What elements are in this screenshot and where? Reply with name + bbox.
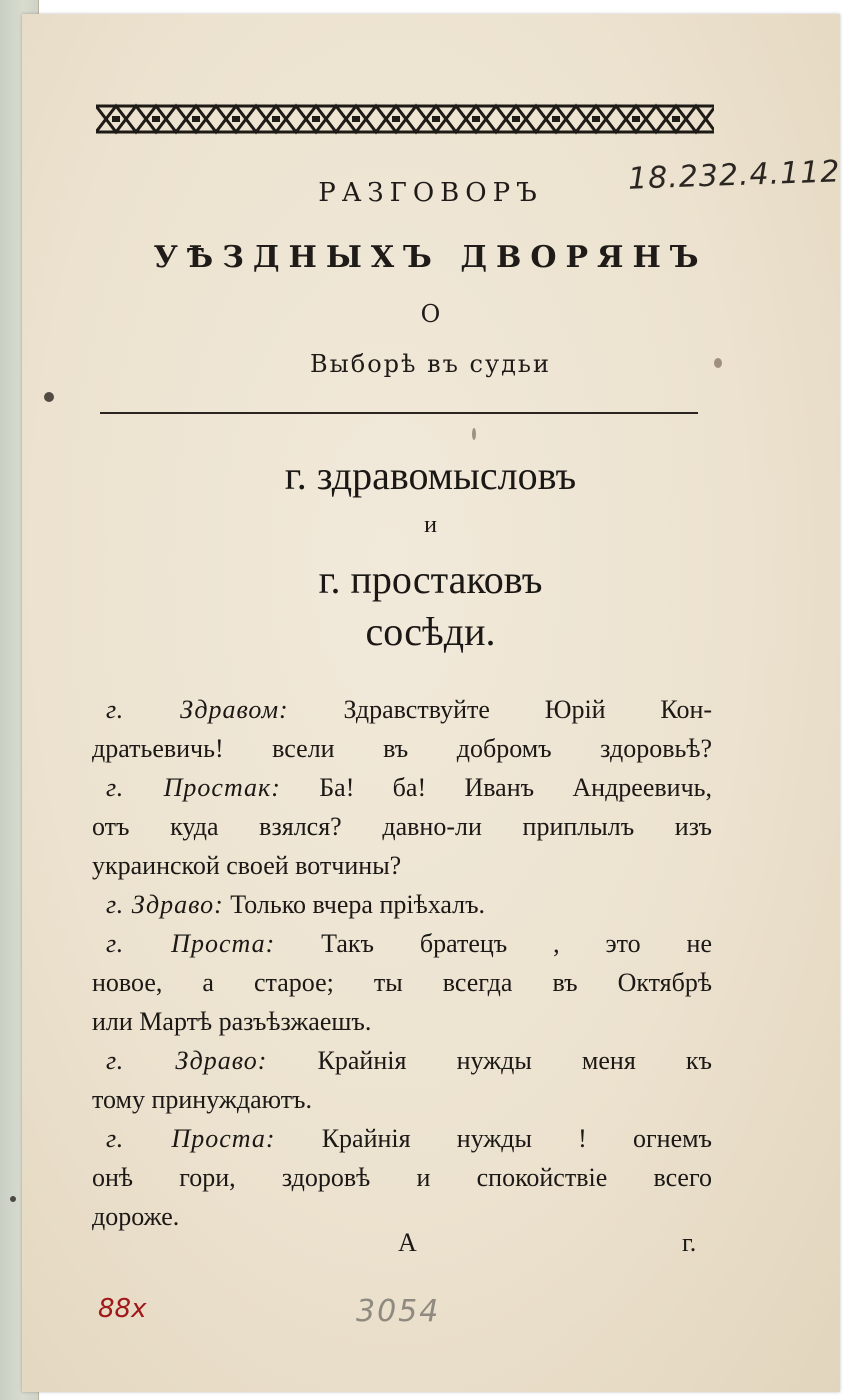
dialogue-line <box>92 1158 712 1197</box>
line-text: новое, а старое; ты всегда въ Октябрѣ <box>92 968 712 997</box>
dialogue-line <box>92 1002 712 1041</box>
dialogue-line <box>92 729 712 768</box>
signature-mark: А <box>398 1228 417 1257</box>
line-text: украинской своей вотчины? <box>92 851 402 880</box>
title-rule <box>100 412 698 414</box>
dialogue-line <box>92 1041 712 1080</box>
line-text: Здравствуйте Юрій Кон- <box>343 695 713 724</box>
dialogue-line <box>92 1080 712 1119</box>
line-text: тому принуждаютъ. <box>92 1085 312 1114</box>
dialogue-line <box>92 807 712 846</box>
title-preposition: О <box>420 300 441 328</box>
speaker-label: г. Проста: <box>106 1124 276 1153</box>
line-text: дратьевичь! всели въ добромъ здоровьѣ? <box>92 734 712 763</box>
inventory-number-left: 88x <box>98 1294 147 1324</box>
speaker-label: г. Простак: <box>106 773 281 802</box>
line-text: Крайнія нужды меня къ <box>317 1046 712 1075</box>
ink-speck <box>44 392 54 402</box>
ornament-band <box>96 100 714 138</box>
dialogue-body <box>92 690 712 1236</box>
dialogue-line <box>92 1119 712 1158</box>
library-shelfmark: 18.232.4.112 <box>627 154 841 197</box>
speaker-label: г. Здраво: <box>106 1046 268 1075</box>
person-conjunction: и <box>424 512 437 538</box>
person-second: г. простаковъ <box>318 557 543 602</box>
speaker-label: г. Здраво: <box>106 890 224 919</box>
dialogue-line <box>92 846 712 885</box>
line-text: Ба! ба! Иванъ Андреевичь, <box>319 773 713 802</box>
dialogue-line <box>92 768 712 807</box>
speaker-label: г. Проста: <box>106 929 276 958</box>
ink-speck <box>472 428 476 440</box>
dialogue-line <box>92 924 712 963</box>
dialogue-line <box>92 885 712 924</box>
line-text: Только вчера пріѣхалъ. <box>230 890 486 919</box>
dialogue-line <box>92 963 712 1002</box>
dialogue-line <box>92 690 712 729</box>
line-text: дороже. <box>92 1202 180 1231</box>
title-main: РАЗГОВОРЪ <box>318 178 543 208</box>
person-first: г. здравомысловъ <box>284 453 577 498</box>
ink-speck <box>10 1196 16 1202</box>
line-text: или Мартѣ разъѣзжаешъ. <box>92 1007 372 1036</box>
ink-speck <box>714 358 722 368</box>
line-text: Такъ братецъ , это не <box>321 929 713 958</box>
speaker-label: г. Здравом: <box>106 695 289 724</box>
persons-relation: сосѣди. <box>365 609 496 654</box>
line-text: отъ куда взялся? давно-ли приплылъ изъ <box>92 812 712 841</box>
title-topic: Выборѣ въ судьи <box>310 350 551 378</box>
inventory-number-center: 3054 <box>356 1294 441 1329</box>
title-subtitle: УѢЗДНЫХЪ ДВОРЯНЪ <box>153 240 708 275</box>
line-text: Крайнія нужды ! огнемъ <box>321 1124 713 1153</box>
line-text: онѣ гори, здоровѣ и спокойствіе всего <box>92 1163 712 1192</box>
catchword: г. <box>682 1228 697 1257</box>
